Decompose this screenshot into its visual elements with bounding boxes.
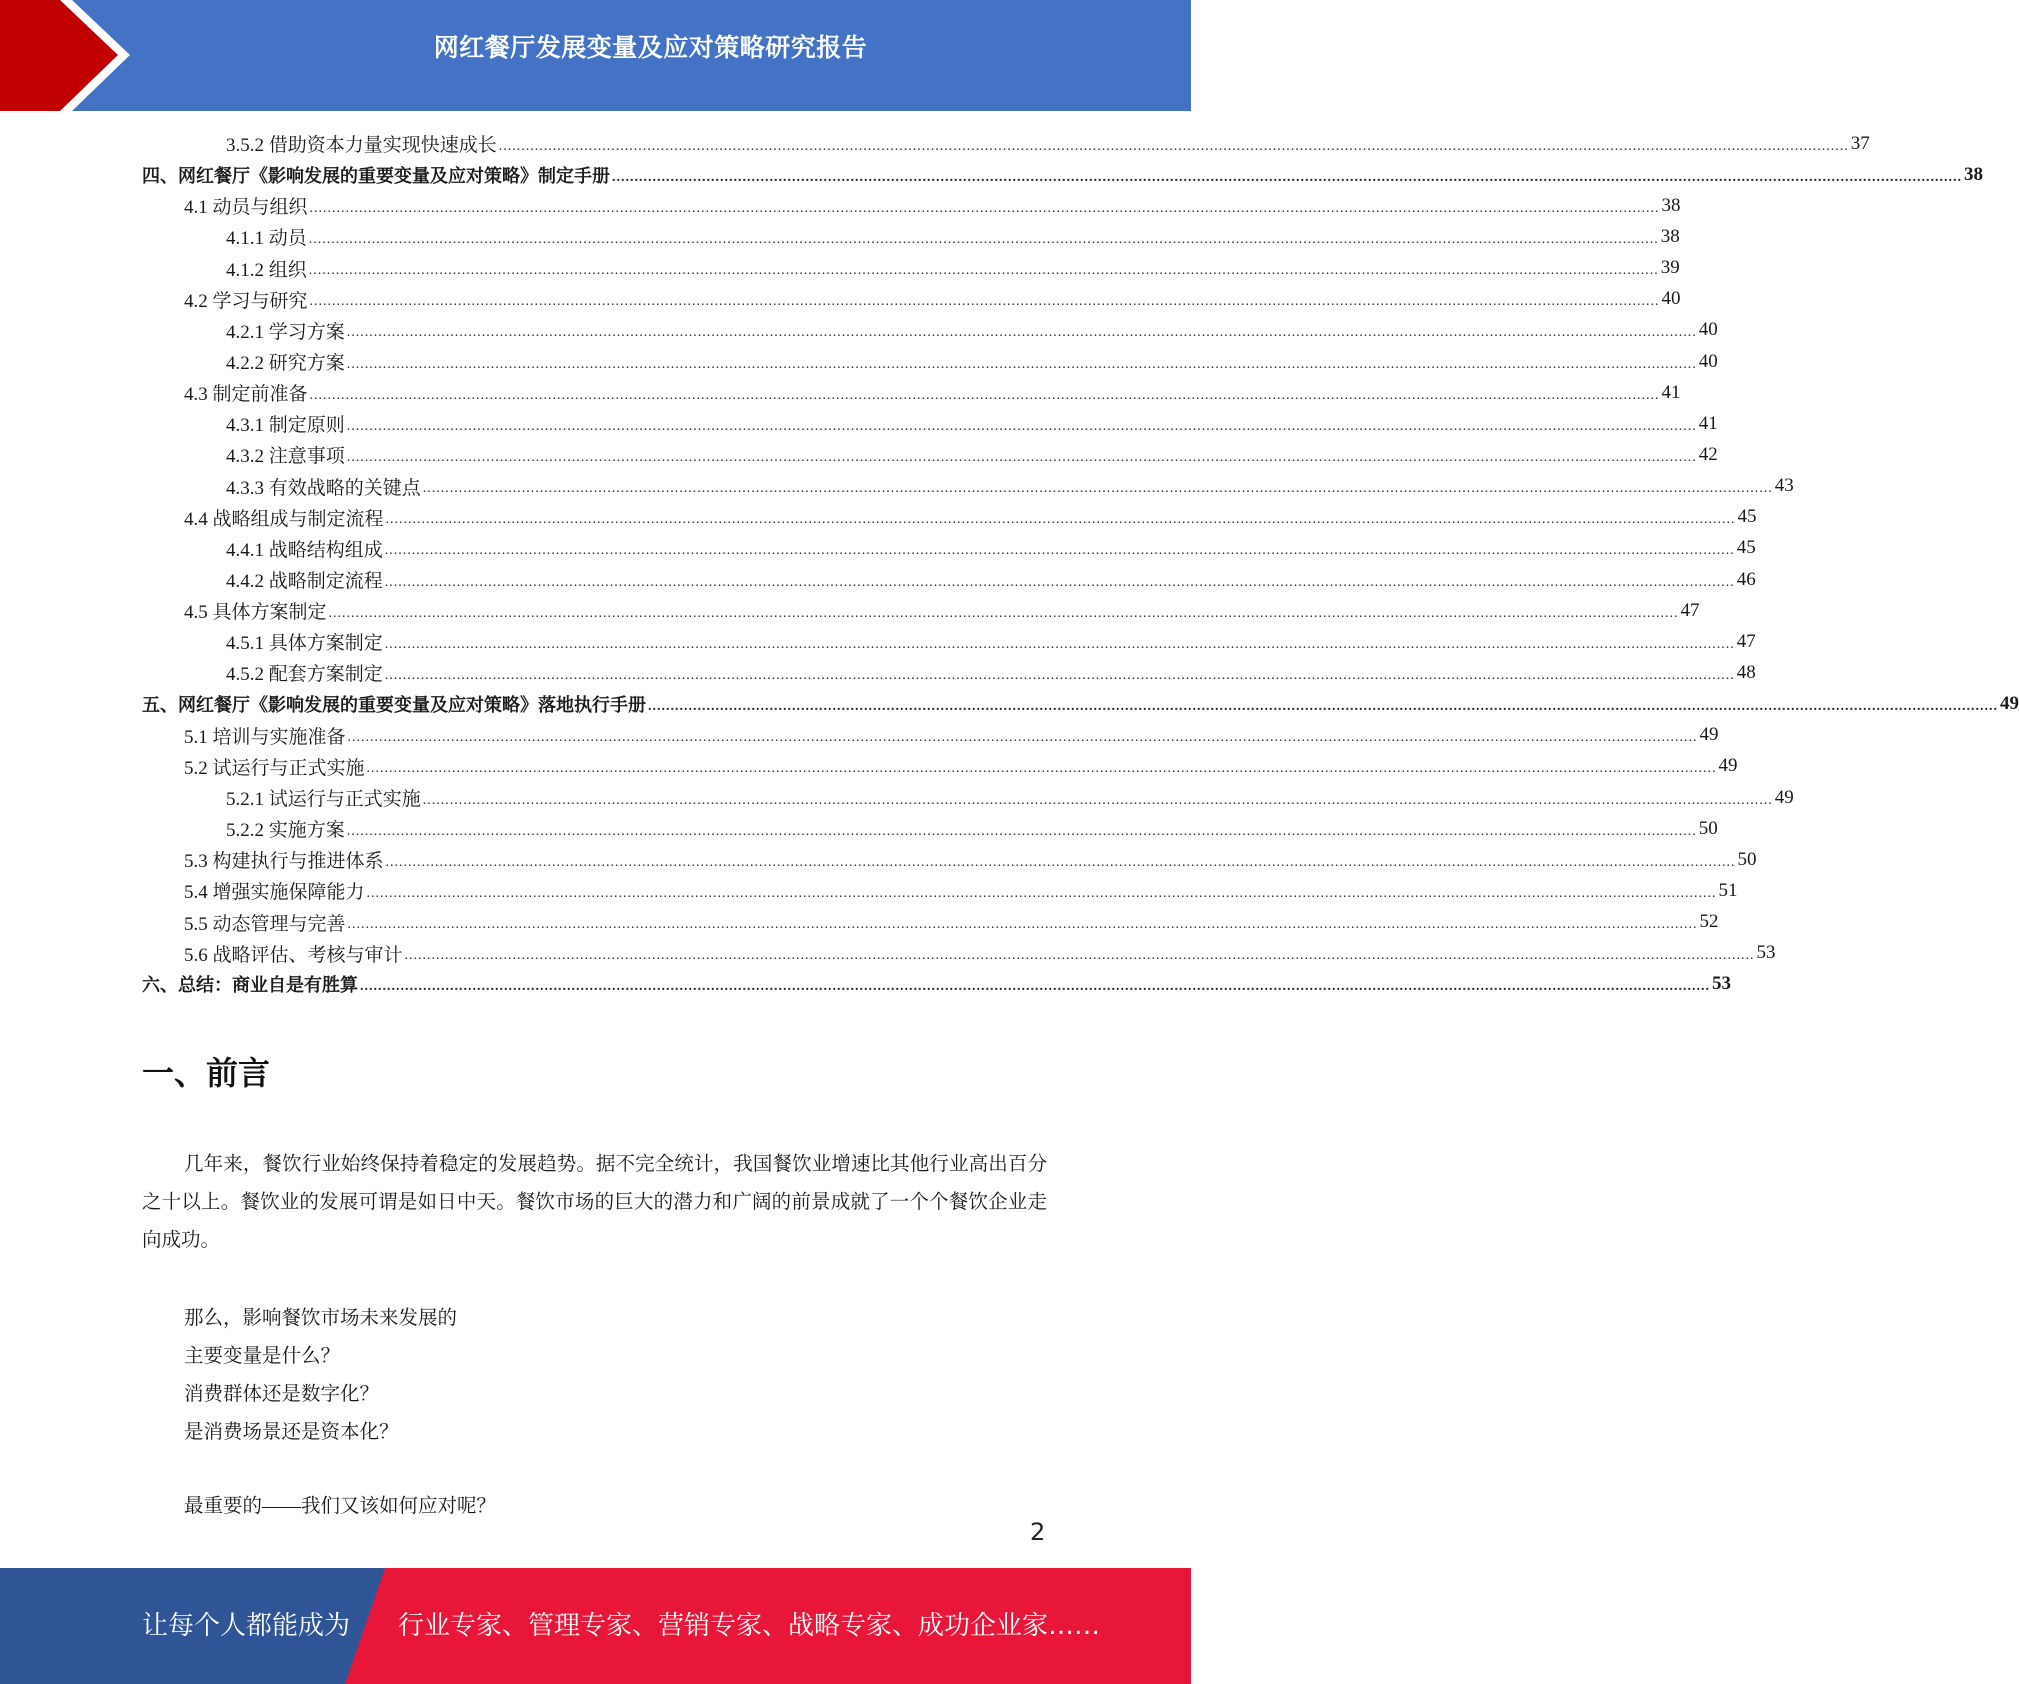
- toc-entry-page: 45: [1736, 537, 1756, 559]
- toc-entry[interactable]: [142, 377, 1681, 408]
- toc-leader-dots: ............................................................................................................................................................................................................................................................................................................: [308, 263, 1659, 279]
- toc-entry[interactable]: [142, 408, 1718, 439]
- toc-entry-label: 5.6 战略评估、考核与审计: [184, 944, 403, 966]
- toc-leader-dots: ............................................................................................................................................................................................................................................................................................................: [360, 979, 1710, 995]
- toc-entry-page: 50: [1698, 817, 1718, 839]
- toc-leader-dots: ............................................................................................................................................................................................................................................................................................................: [309, 294, 1660, 310]
- closing-line: 最重要的——我们又该如何应对呢？: [184, 1496, 497, 1517]
- toc-entry-page: 38: [1660, 225, 1680, 247]
- toc-entry[interactable]: [142, 190, 1681, 221]
- toc-entry[interactable]: [142, 253, 1680, 284]
- toc-entry-page: 41: [1698, 412, 1718, 434]
- toc-leader-dots: ............................................................................................................................................................................................................................................................................................................: [404, 948, 1755, 964]
- toc-entry[interactable]: [142, 689, 2019, 720]
- toc-entry-page: 38: [1661, 194, 1681, 216]
- toc-entry[interactable]: [142, 159, 1983, 190]
- toc-entry[interactable]: [142, 938, 1776, 969]
- table-of-contents: [142, 128, 2019, 1000]
- toc-leader-dots: ............................................................................................................................................................................................................................................................................................................: [309, 200, 1660, 216]
- toc-entry[interactable]: [142, 844, 1757, 875]
- toc-entry[interactable]: [142, 595, 1700, 626]
- toc-entry[interactable]: [142, 813, 1718, 844]
- toc-entry-page: 46: [1736, 568, 1756, 590]
- toc-entry[interactable]: [142, 502, 1757, 533]
- toc-entry-page: 37: [1850, 132, 1870, 154]
- toc-entry[interactable]: [142, 626, 1756, 657]
- footer-slogan-right: 行业专家、管理专家、营销专家、战略专家、成功企业家……: [398, 1611, 1101, 1641]
- toc-leader-dots: ............................................................................................................................................................................................................................................................................................................: [366, 761, 1717, 777]
- toc-leader-dots: ............................................................................................................................................................................................................................................................................................................: [346, 356, 1697, 372]
- toc-entry[interactable]: [142, 284, 1681, 315]
- question-line: 主要变量是什么？: [184, 1346, 341, 1367]
- toc-entry[interactable]: [142, 782, 1794, 813]
- toc-entry-page: 40: [1661, 288, 1681, 310]
- toc-entry-page: 49: [1718, 755, 1738, 777]
- intro-paragraph: 几年来，餐饮行业始终保持着稳定的发展趋势。据不完全统计，我国餐饮业增速比其他行业高出百分之十以上。餐饮业的发展可谓是如日中天。餐饮市场的巨大的潜力和广阔的前景成就了一个个餐饮企业走向成功。: [142, 1154, 1047, 1251]
- toc-entry-label: 4.1.2 组织: [226, 259, 307, 281]
- toc-entry-label: 3.5.2 借助资本力量实现快速成长: [226, 135, 497, 157]
- toc-entry-label: 四、网红餐厅《影响发展的重要变量及应对策略》制定手册: [142, 165, 610, 187]
- toc-entry[interactable]: [142, 720, 1719, 751]
- toc-entry[interactable]: [142, 875, 1738, 906]
- page-footer: [0, 1568, 1191, 1684]
- toc-entry-label: 4.3 制定前准备: [184, 384, 308, 406]
- toc-leader-dots: ............................................................................................................................................................................................................................................................................................................: [384, 667, 1735, 683]
- toc-leader-dots: ............................................................................................................................................................................................................................................................................................................: [346, 449, 1697, 465]
- toc-entry[interactable]: [142, 533, 1756, 564]
- toc-leader-dots: ............................................................................................................................................................................................................................................................................................................: [422, 792, 1773, 808]
- toc-leader-dots: ............................................................................................................................................................................................................................................................................................................: [346, 418, 1697, 434]
- toc-entry-label: 5.5 动态管理与完善: [184, 913, 346, 935]
- section-heading: 一、前言: [142, 1054, 271, 1092]
- toc-entry-label: 4.3.2 注意事项: [226, 446, 345, 468]
- toc-entry-page: 47: [1680, 599, 1700, 621]
- toc-entry-label: 五、网红餐厅《影响发展的重要变量及应对策略》落地执行手册: [142, 695, 646, 717]
- toc-entry[interactable]: [142, 907, 1719, 938]
- toc-leader-dots: ............................................................................................................................................................................................................................................................................................................: [385, 854, 1736, 870]
- toc-entry-label: 4.2.2 研究方案: [226, 353, 345, 375]
- toc-leader-dots: ............................................................................................................................................................................................................................................................................................................: [308, 231, 1659, 247]
- toc-entry-label: 5.3 构建执行与推进体系: [184, 851, 384, 873]
- toc-entry-label: 4.3.1 制定原则: [226, 415, 345, 437]
- toc-entry-page: 50: [1737, 848, 1757, 870]
- toc-entry[interactable]: [142, 969, 1731, 1000]
- toc-entry[interactable]: [142, 471, 1794, 502]
- toc-entry-page: 53: [1712, 973, 1731, 995]
- toc-entry-label: 4.1.1 动员: [226, 228, 307, 250]
- toc-entry[interactable]: [142, 346, 1718, 377]
- footer-slogan-left: 让每个人都能成为: [142, 1611, 351, 1641]
- toc-entry-page: 49: [1774, 786, 1794, 808]
- toc-entry-label: 5.2.2 实施方案: [226, 820, 345, 842]
- toc-entry-label: 4.1 动员与组织: [184, 197, 308, 219]
- toc-entry-label: 4.5.1 具体方案制定: [226, 633, 383, 655]
- toc-entry-label: 5.2 试运行与正式实施: [184, 757, 365, 779]
- toc-leader-dots: ............................................................................................................................................................................................................................................................................................................: [347, 917, 1698, 933]
- toc-entry-page: 47: [1736, 630, 1756, 652]
- toc-leader-dots: ............................................................................................................................................................................................................................................................................................................: [384, 543, 1735, 559]
- toc-leader-dots: ............................................................................................................................................................................................................................................................................................................: [498, 138, 1849, 154]
- question-line: 是消费场景还是资本化？: [184, 1422, 399, 1443]
- toc-entry-page: 53: [1756, 942, 1776, 964]
- toc-entry-label: 5.4 增强实施保障能力: [184, 882, 365, 904]
- toc-entry[interactable]: [142, 439, 1718, 470]
- toc-leader-dots: ............................................................................................................................................................................................................................................................................................................: [384, 574, 1735, 590]
- question-lines: [184, 1300, 457, 1452]
- toc-entry-page: 39: [1660, 257, 1680, 279]
- toc-leader-dots: ............................................................................................................................................................................................................................................................................................................: [612, 169, 1962, 185]
- toc-entry[interactable]: [142, 751, 1738, 782]
- toc-entry-label: 4.4 战略组成与制定流程: [184, 508, 384, 530]
- toc-entry-label: 4.5.2 配套方案制定: [226, 664, 383, 686]
- toc-entry-page: 49: [1699, 724, 1719, 746]
- question-line: 那么，影响餐饮市场未来发展的: [184, 1308, 458, 1329]
- toc-entry-label: 4.2 学习与研究: [184, 290, 308, 312]
- toc-entry[interactable]: [142, 657, 1756, 688]
- toc-entry-page: 41: [1661, 381, 1681, 403]
- toc-entry[interactable]: [142, 221, 1680, 252]
- toc-leader-dots: ............................................................................................................................................................................................................................................................................................................: [346, 325, 1697, 341]
- toc-entry-label: 5.1 培训与实施准备: [184, 726, 346, 748]
- toc-entry-page: 42: [1698, 443, 1718, 465]
- toc-entry-label: 4.5 具体方案制定: [184, 602, 327, 624]
- page-number: 2: [1030, 1518, 1046, 1546]
- toc-entry-page: 40: [1698, 350, 1718, 372]
- toc-entry-label: 4.4.2 战略制定流程: [226, 571, 383, 593]
- toc-entry-page: 45: [1737, 506, 1757, 528]
- toc-leader-dots: ............................................................................................................................................................................................................................................................................................................: [422, 481, 1773, 497]
- toc-entry-page: 51: [1718, 879, 1738, 901]
- toc-entry-label: 4.4.1 战略结构组成: [226, 539, 383, 561]
- toc-leader-dots: ............................................................................................................................................................................................................................................................................................................: [309, 387, 1660, 403]
- toc-entry-page: 38: [1964, 163, 1983, 185]
- toc-entry-label: 4.2.1 学习方案: [226, 321, 345, 343]
- toc-leader-dots: ............................................................................................................................................................................................................................................................................................................: [384, 636, 1735, 652]
- toc-leader-dots: ............................................................................................................................................................................................................................................................................................................: [328, 605, 1679, 621]
- question-line: 消费群体还是数字化？: [184, 1384, 380, 1405]
- toc-entry[interactable]: [142, 564, 1756, 595]
- toc-leader-dots: ............................................................................................................................................................................................................................................................................................................: [347, 730, 1698, 746]
- toc-entry-label: 六、总结：商业自是有胜算: [142, 975, 358, 997]
- toc-entry-page: 49: [2000, 693, 2019, 715]
- toc-entry-label: 4.3.3 有效战略的关键点: [226, 477, 421, 499]
- toc-leader-dots: ............................................................................................................................................................................................................................................................................................................: [366, 885, 1717, 901]
- toc-entry-page: 52: [1699, 911, 1719, 933]
- toc-leader-dots: ............................................................................................................................................................................................................................................................................................................: [648, 699, 1998, 715]
- toc-leader-dots: ............................................................................................................................................................................................................................................................................................................: [385, 512, 1736, 528]
- toc-entry-label: 5.2.1 试运行与正式实施: [226, 789, 421, 811]
- toc-entry-page: 48: [1736, 661, 1756, 683]
- report-title: 网红餐厅发展变量及应对策略研究报告: [433, 33, 868, 62]
- toc-entry-page: 40: [1698, 319, 1718, 341]
- toc-entry[interactable]: [142, 315, 1718, 346]
- page-header: [0, 0, 1191, 111]
- toc-entry-page: 43: [1774, 475, 1794, 497]
- toc-leader-dots: ............................................................................................................................................................................................................................................................................................................: [346, 823, 1697, 839]
- toc-entry[interactable]: [142, 128, 1870, 159]
